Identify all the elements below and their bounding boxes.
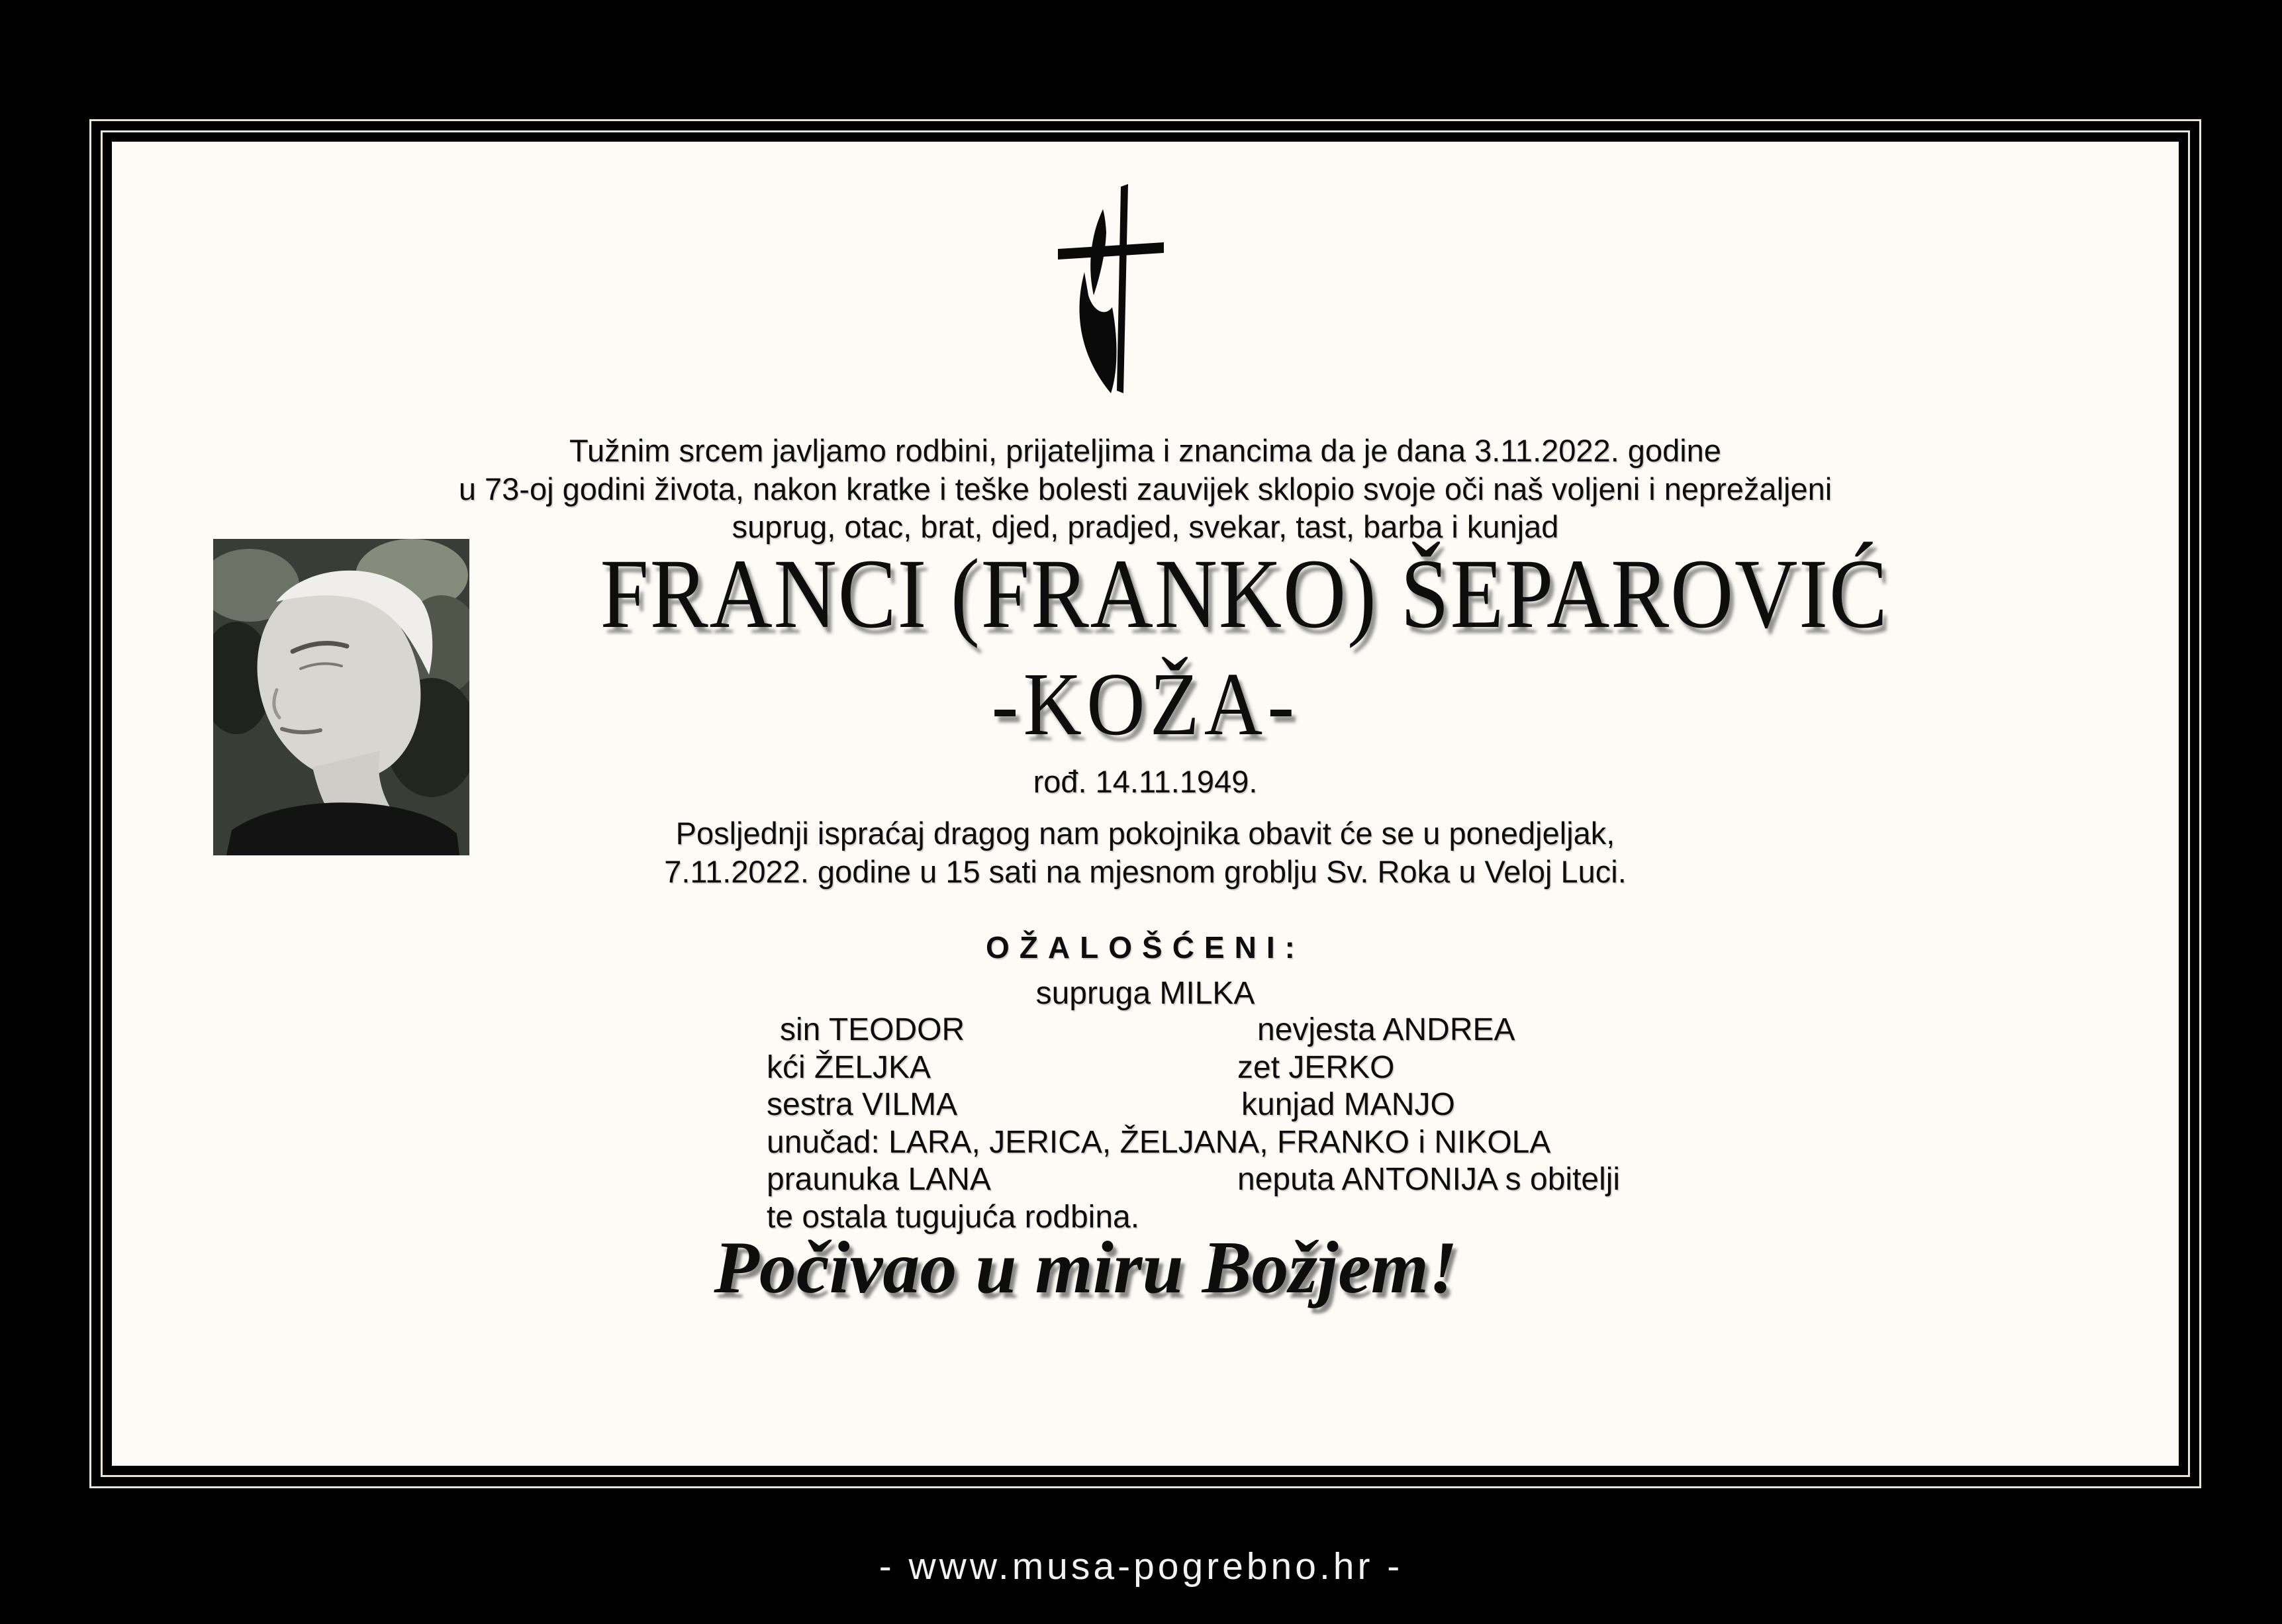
- intro-line-1: Tužnim srcem javljamo rodbini, prijateljima i znancima da je dana 3.11.2022. godine: [569, 433, 1721, 468]
- mourner-great-granddaughter: praunuka LANA: [767, 1162, 991, 1197]
- intro-line-3: suprug, otac, brat, djed, pradjed, svekar, tast, barba i kunjad: [732, 509, 1559, 544]
- birth-date: rođ. 14.11.1949.: [1033, 764, 1258, 799]
- mourner-row: [767, 1086, 1620, 1124]
- outer-frame-line: [89, 119, 2201, 1488]
- funeral-info: [112, 814, 2179, 890]
- farewell-text: Počivao u miru Božjem!: [714, 1227, 1458, 1309]
- funeral-line-2: 7.11.2022. godine u 15 sati na mjesnom groblju Sv. Roka u Veloj Luci.: [664, 853, 1627, 889]
- mourner-grandchildren-text: unučad: LARA, JERICA, ŽELJANA, FRANKO i NIKOLA: [767, 1124, 1551, 1160]
- inner-frame-line: [101, 130, 2190, 1477]
- mourner-closing-text: te ostala tugujuća rodbina.: [767, 1199, 1140, 1235]
- deceased-name: FRANCI (FRANKO) ŠEPAROVIĆ: [600, 539, 1889, 649]
- mourner-row: [767, 1161, 1620, 1199]
- deceased-nickname: -KOŽA-: [991, 655, 1300, 754]
- mourners-list: [767, 1012, 1620, 1236]
- memorial-card: [112, 142, 2179, 1466]
- intro-line-2: u 73-oj godini života, nakon kratke i teške bolesti zauvijek sklopio svoje oči naš voljeni i neprežaljeni: [458, 471, 1832, 506]
- cross-flame-icon: [1054, 183, 1166, 395]
- funeral-line-1: Posljednji ispraćaj dragog nam pokojnika obavit će se u ponedjeljak,: [675, 816, 1615, 851]
- mourner-daughter-in-law: nevjesta ANDREA: [1257, 1012, 1515, 1047]
- mourner-brother-in-law: kunjad MANJO: [1241, 1087, 1455, 1122]
- mourner-grandchildren: [767, 1124, 1620, 1162]
- intro-paragraph: [112, 432, 2179, 546]
- footer-website-url: - www.musa-pogrebno.hr -: [879, 1545, 1403, 1588]
- mourner-son: sin TEODOR: [780, 1012, 965, 1047]
- mourner-row: [767, 1049, 1620, 1087]
- mourner-niece: neputa ANTONIJA s obitelji: [1237, 1162, 1621, 1197]
- mourners-heading: OŽALOŠĆENI:: [986, 930, 1305, 965]
- card-content: [112, 142, 2179, 1466]
- mourner-row: [767, 1012, 1620, 1049]
- mourner-sister: sestra VILMA: [767, 1087, 958, 1122]
- mourner-spouse: supruga MILKA: [1035, 976, 1255, 1011]
- mourner-son-in-law: zet JERKO: [1237, 1049, 1395, 1085]
- mourner-daughter: kći ŽELJKA: [767, 1049, 931, 1085]
